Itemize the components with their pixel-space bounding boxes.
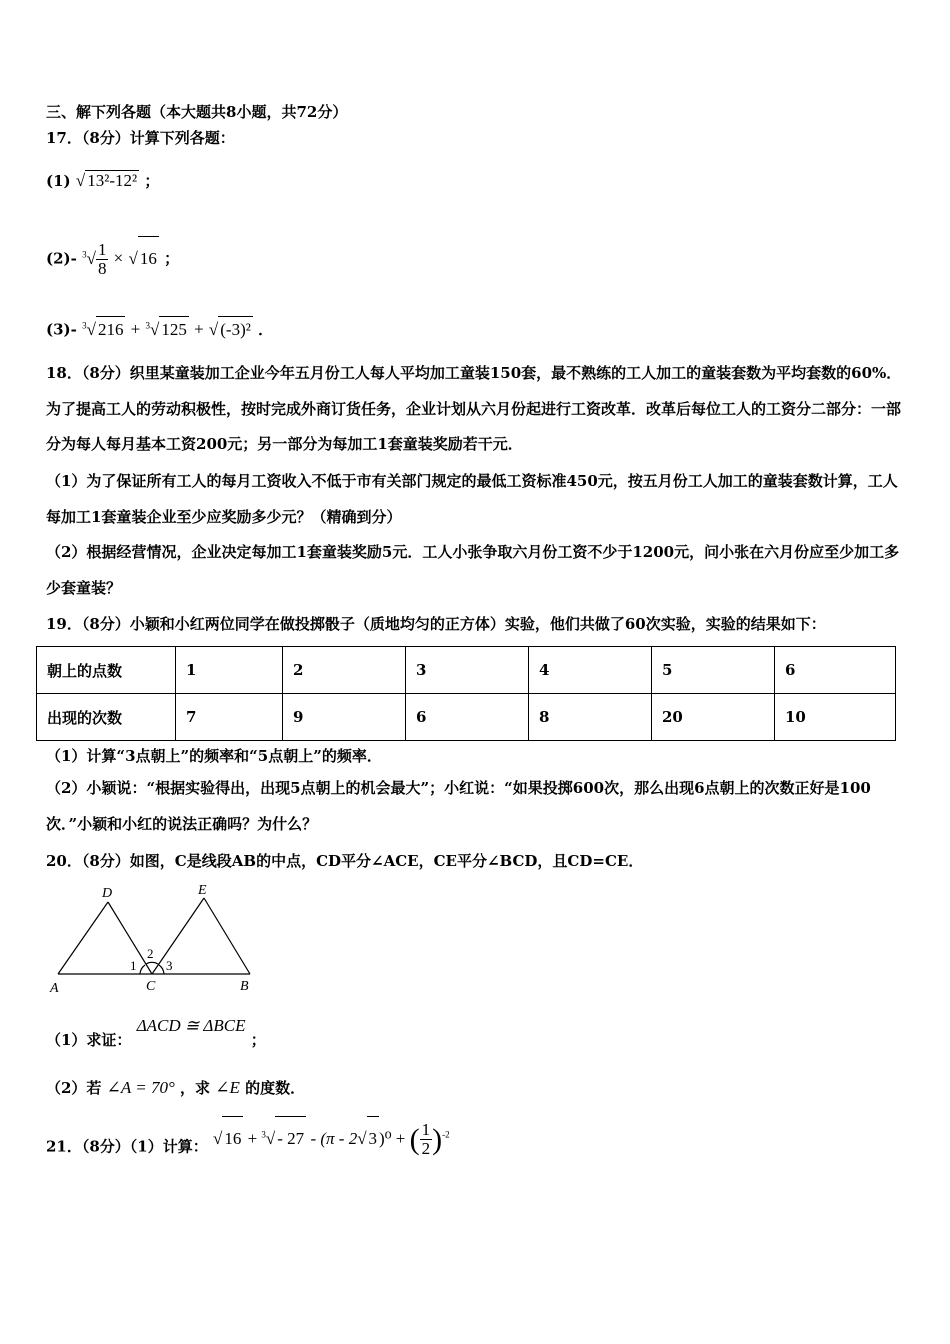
table-cell: 3 (406, 647, 529, 694)
label-e: E (198, 883, 207, 898)
q17-part2: (2)- $^3$√ $\frac{1}{8}$ × √ 16 ； (46, 232, 179, 281)
q19-part2: （2）小颖说：“根据实验得出，出现5点朝上的机会最大”；小红说：“如果投掷600次，那么出现6点朝上的次数正好是100次．”小颖和小红的说法正确吗？为什么？ (46, 779, 871, 833)
row-header: 出现的次数 (37, 694, 176, 741)
q17-p2-cuberoot: $^3$√ $\frac{1}{8}$ (82, 240, 107, 279)
triangle-figure (46, 880, 261, 1000)
angle-arc-2 (146, 962, 158, 964)
label-c: C (146, 979, 156, 994)
table-cell: 4 (529, 647, 652, 694)
q20-stem: 20．（8分）如图，C是线段AB的中点，CD平分∠ACE，CE平分∠BCD，且CD=CE． (46, 852, 644, 870)
table-cell: 20 (652, 694, 775, 741)
angle-label-3: 3 (166, 958, 173, 973)
row-header: 朝上的点数 (37, 647, 176, 694)
segment-eb (204, 898, 250, 974)
table-cell: 6 (775, 647, 896, 694)
table-cell: 7 (176, 694, 283, 741)
q17-p2-sqrt: √ 16 (129, 249, 159, 268)
angle-arc-3 (159, 965, 164, 974)
table-row (37, 694, 896, 741)
table-cell: 1 (176, 647, 283, 694)
angle-arc-1 (140, 965, 145, 974)
segment-ad (58, 902, 108, 974)
angle-label-1: 1 (130, 958, 137, 973)
table-cell: 8 (529, 694, 652, 741)
q17-title: 17．（8分）计算下列各题： (46, 129, 235, 147)
q19-stem: 19．（8分）小颖和小红两位同学在做投掷骰子（质地均匀的正方体）实验，他们共做了60次实验，实验的结果如下： (46, 615, 826, 633)
table-row (37, 647, 896, 694)
table-cell: 2 (283, 647, 406, 694)
table-cell: 10 (775, 694, 896, 741)
table-cell: 9 (283, 694, 406, 741)
q20-part2: （2）若 ∠A = 70° ，求 ∠E 的度数． (46, 1078, 306, 1097)
q21-line: 21．（8分）（1）计算： √ 16 + $^3$√ - 27 - (π - 2√ 3 )⁰ + ( $\frac{1}{2}$ )$^{-2}$ (46, 1120, 450, 1170)
dice-results-table (36, 646, 896, 741)
angle-label-2: 2 (147, 946, 154, 961)
q17-part3: (3)- $^3$√ 216 + $^3$√ 125 + √ (-3)² ． (46, 312, 273, 343)
q18-part2: （2）根据经营情况，企业决定每加工1套童装奖励5元．工人小张争取六月份工资不少于1200元，问小张在六月份应至少加工多少套童装？ (46, 543, 900, 597)
q21-expression: √ 16 + $^3$√ - 27 - (π - 2√ 3 )⁰ + ( $\frac{1}{2}$ )$^{-2}$ (213, 1129, 450, 1148)
q20-part1: （1）求证： ΔACD ≅ ΔBCE ； (46, 1016, 266, 1049)
table-cell: 6 (406, 694, 529, 741)
q18-stem: 18．（8分）织里某童装加工企业今年五月份工人每人平均加工童装150套，最不熟练的工人加工的童装套数为平均套数的60%．为了提高工人的劳动积极性，按时完成外商订货任务，企业计划从六月份起进行工资改革．改革后每位工人的工资分二部分：一部分为每人每月基本工资200元；另一部分为每加工1套童装奖励若干元． (46, 364, 902, 453)
q17-p1-sqrt: √ 13²-12² (75, 171, 138, 190)
section-header: 三、解下列各题（本大题共8小题，共72分） (46, 103, 348, 121)
segment-ce (152, 898, 204, 974)
label-b: B (240, 979, 249, 994)
table-cell: 5 (652, 647, 775, 694)
q19-part1: （1）计算“3点朝上”的频率和“5点朝上”的频率． (46, 747, 382, 765)
label-d: D (102, 886, 113, 901)
q18-part1: （1）为了保证所有工人的每月工资收入不低于市有关部门规定的最低工资标准450元，按五月份工人加工的童装套数计算，工人每加工1套童装企业至少应奖励多少元？（精确到分） (46, 472, 898, 526)
q17-part1: (1) √ 13²-12² ； (46, 171, 160, 190)
label-a: A (50, 981, 59, 996)
